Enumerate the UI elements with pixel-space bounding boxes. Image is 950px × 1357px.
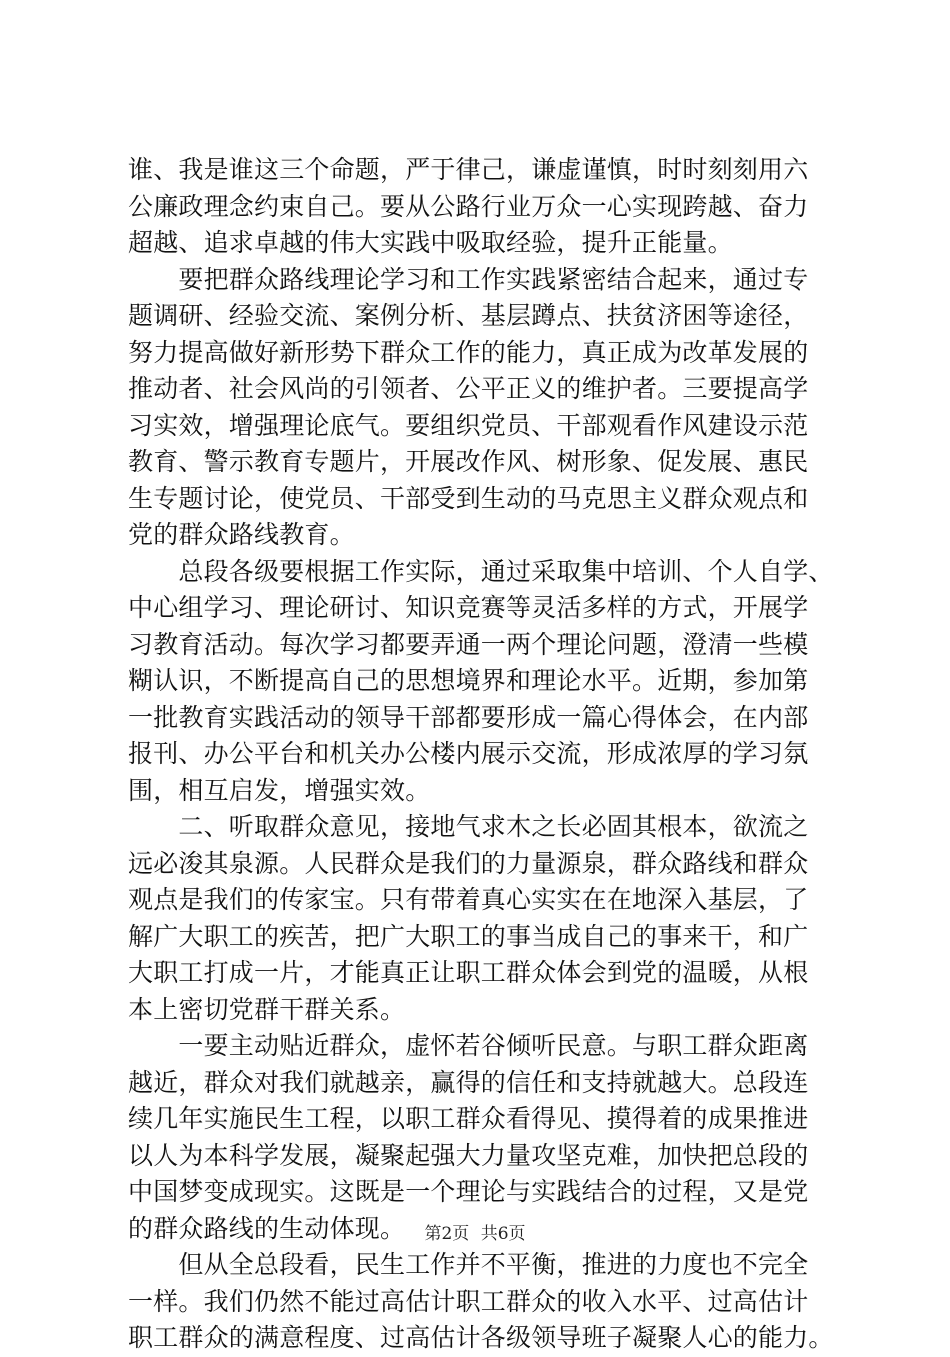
text-line: 远必浚其泉源。人民群众是我们的力量源泉，群众路线和群众 [128, 848, 809, 878]
page-footer [0, 1222, 950, 1246]
text-line: 以人为本科学发展，凝聚起强大力量攻坚克难，加快把总段的 [128, 1140, 809, 1170]
text-line: 党的群众路线教育。 [128, 520, 355, 549]
text-line: 但从全总段看，民生工作并不平衡，推进的力度也不完全 [128, 1250, 809, 1279]
text-line: 中国梦变成现实。这既是一个理论与实践结合的过程，又是党 [128, 1177, 809, 1206]
text-line: 公廉政理念约束自己。要从公路行业万众一心实现跨越、奋力 [128, 191, 809, 221]
text-line: 糊认识，不断提高自己的思想境界和理论水平。近期，参加第 [128, 666, 809, 695]
text-line: 的群众路线的生动体现。 [128, 1213, 406, 1243]
text-line: 围，相互启发，增强实效。 [128, 775, 431, 805]
text-line: 越近，群众对我们就越亲，赢得的信任和支持就越大。总段连 [128, 1067, 809, 1097]
text-line: 推动者、社会风尚的引领者、公平正义的维护者。三要提高学 [128, 374, 809, 403]
text-line: 要把群众路线理论学习和工作实践紧密结合起来，通过专 [128, 264, 809, 294]
text-line: 观点是我们的传家宝。只有带着真心实实在在地深入基层，了 [128, 885, 809, 914]
text-line: 一样。我们仍然不能过高估计职工群众的收入水平、过高估计 [128, 1286, 809, 1316]
document-body [128, 152, 834, 1357]
text-line: 超越、追求卓越的伟大实践中吸取经验，提升正能量。 [128, 228, 733, 257]
text-line: 习教育活动。每次学习都要弄通一两个理论问题，澄清一些模 [128, 629, 809, 659]
text-line: 努力提高做好新形势下群众工作的能力，真正成为改革发展的 [128, 337, 809, 367]
text-line: 解广大职工的疾苦，把广大职工的事当成自己的事来干，和广 [128, 921, 809, 951]
text-line: 中心组学习、理论研讨、知识竞赛等灵活多样的方式，开展学 [128, 593, 809, 622]
text-line: 本上密切党群干群关系。 [128, 994, 406, 1024]
text-line: 二、听取群众意见，接地气求木之长必固其根本，欲流之 [128, 812, 809, 841]
text-line: 习实效，增强理论底气。要组织党员、干部观看作风建设示范 [128, 410, 809, 440]
text-line: 报刊、办公平台和机关办公楼内展示交流，形成浓厚的学习氛 [128, 739, 809, 768]
page-number: 第2页 [424, 1224, 470, 1244]
text-line: 大职工打成一片，才能真正让职工群众体会到党的温暖，从根 [128, 958, 809, 987]
text-line: 题调研、经验交流、案例分析、基层蹲点、扶贫济困等途径， [128, 301, 809, 330]
text-line: 谁、我是谁这三个命题，严于律己，谦虚谨慎，时时刻刻用六 [128, 155, 809, 184]
text-line: 教育、警示教育专题片，开展改作风、树形象、促发展、惠民 [128, 447, 809, 476]
page-total: 共6页 [480, 1224, 526, 1244]
text-line: 生专题讨论，使党员、干部受到生动的马克思主义群众观点和 [128, 483, 809, 513]
text-line: 续几年实施民生工程，以职工群众看得见、摸得着的成果推进 [128, 1104, 809, 1133]
text-line: 总段各级要根据工作实际，通过采取集中培训、个人自学、 [128, 556, 834, 586]
text-line: 一批教育实践活动的领导干部都要形成一篇心得体会，在内部 [128, 702, 809, 732]
text-line: 一要主动贴近群众，虚怀若谷倾听民意。与职工群众距离 [128, 1031, 809, 1060]
text-line: 职工群众的满意程度、过高估计各级领导班子凝聚人心的能力。 [128, 1323, 834, 1352]
